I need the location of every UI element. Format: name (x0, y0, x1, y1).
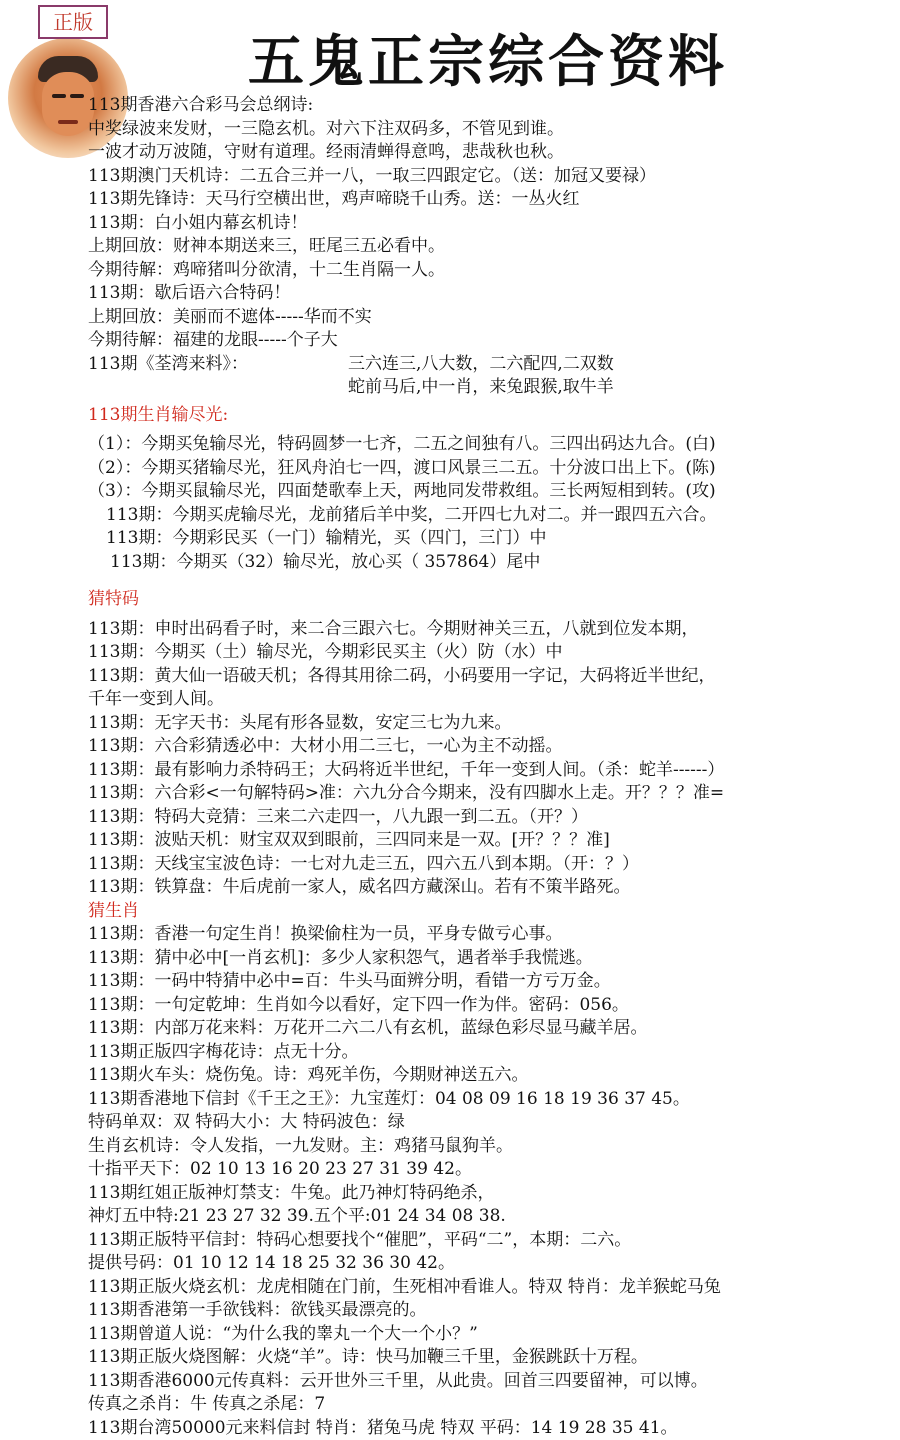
text-line: 113期：一码中特猜中必中=百：牛头马面辨分明，看错一方亏万金。 (88, 970, 893, 994)
text-line: 上期回放：美丽而不遮体-----华而不实 (88, 306, 893, 330)
content-area (88, 94, 893, 1440)
text-line: 113期：香港一句定生肖！换梁偷柱为一员，平身专做亏心事。 (88, 923, 893, 947)
text-line: 113期：今期买（32）输尽光，放心买（ 357864）尾中 (88, 551, 893, 575)
avatar-eye-right (70, 94, 84, 98)
text-line: 今期待解：福建的龙眼-----个子大 (88, 329, 893, 353)
text-line: 113期：今期彩民买（一门）输精光，买（四门，三门）中 (88, 527, 893, 551)
text-line: 十指平天下：02 10 13 16 20 23 27 31 39 42。 (88, 1158, 893, 1182)
text-line: 113期火车头：烧伤兔。诗：鸡死羊伤，今期财神送五六。 (88, 1064, 893, 1088)
text-line: 113期香港第一手欲钱料：欲钱买最漂亮的。 (88, 1299, 893, 1323)
text-line: 113期红姐正版神灯禁支：牛兔。此乃神灯特码绝杀， (88, 1182, 893, 1206)
text-line: 113期：歇后语六合特码！ (88, 282, 893, 306)
text-line: 113期：铁算盘：牛后虎前一家人，威名四方藏深山。若有不策半路死。 (88, 876, 893, 900)
text-line: 113期：白小姐内幕玄机诗！ (88, 212, 893, 236)
text-line: 113期：一句定乾坤：生肖如今以看好，定下四一作为伴。密码：056。 (88, 994, 893, 1018)
text-line: 113期：六合彩<一句解特码>准：六九分合今期来，没有四脚水上走。开？？？准= (88, 782, 893, 806)
text-line: 113期正版特平信封：特码心想要找个“催肥”，平码“二”，本期：二六。 (88, 1229, 893, 1253)
text-line: 中奖绿波来发财，一三隐玄机。对六下注双码多，不管见到谁。 (88, 118, 893, 142)
text-line: （1）：今期买兔输尽光，特码圆梦一七齐，二五之间独有八。三四出码达九合。(白) (88, 433, 893, 457)
text-line: 113期正版火烧图解：火烧“羊”。诗：快马加鞭三千里，金猴跳跃十万程。 (88, 1346, 893, 1370)
quanwan-label: 113期《荃湾来料》： (88, 353, 348, 377)
quanwan-spacer (88, 376, 348, 400)
text-line: 113期：今期买（土）输尽光，今期彩民买主（火）防（水）中 (88, 641, 893, 665)
text-line: 113期香港6000元传真料：云开世外三千里，从此贵。回首三四要留神，可以博。 (88, 1370, 893, 1394)
text-line: 113期：无字天书：头尾有形各显数，安定三七为九来。 (88, 712, 893, 736)
page-title: 五鬼正宗综合资料 (248, 18, 728, 98)
header-section (88, 94, 893, 400)
text-line: 113期香港六合彩马会总纲诗: (88, 94, 893, 118)
text-line: （2）：今期买猪输尽光，狂风舟泊七一四，渡口风景三二五。十分波口出上下。(陈) (88, 457, 893, 481)
text-line: 113期正版四字梅花诗：点无十分。 (88, 1041, 893, 1065)
text-line: 113期：今期买虎输尽光，龙前猪后羊中奖，二开四七九对二。并一跟四五六合。 (88, 504, 893, 528)
text-line: 今期待解：鸡啼猪叫分欲清，十二生肖隔一人。 (88, 259, 893, 283)
quanwan-line-2: 蛇前马后,中一肖，来兔跟猴,取牛羊 (348, 376, 614, 400)
quanwan-row-2 (88, 376, 893, 400)
avatar-face (42, 72, 94, 136)
caitema-section (88, 618, 893, 900)
text-line: 113期：波贴天机：财宝双双到眼前，三四同来是一双。[开？？？准] (88, 829, 893, 853)
text-line: 113期台湾50000元来料信封 特肖：猪兔马虎 特双 平码：14 19 28 35 41。 (88, 1417, 893, 1440)
section-heading-caitema: 猜特码 (88, 588, 893, 612)
text-line: 113期先锋诗：天马行空横出世，鸡声啼晓千山秀。送：一丛火红 (88, 188, 893, 212)
text-line: 特码单双：双 特码大小：大 特码波色：绿 (88, 1111, 893, 1135)
text-line: 113期：六合彩猜透必中：大材小用二三七，一心为主不动摇。 (88, 735, 893, 759)
text-line: 113期：天线宝宝波色诗：一七对九走三五，四六五八到本期。（开：？） (88, 853, 893, 877)
text-line: 113期正版火烧玄机：龙虎相随在门前，生死相冲看谁人。特双 特肖：龙羊猴蛇马兔 (88, 1276, 893, 1300)
text-line: 113期曾道人说：“为什么我的睾丸一个大一个小？” (88, 1323, 893, 1347)
text-line: 113期香港地下信封《千王之王》：九宝莲灯：04 08 09 16 18 19 36 37 45。 (88, 1088, 893, 1112)
text-line: 生肖玄机诗：令人发指，一九发财。主：鸡猪马鼠狗羊。 (88, 1135, 893, 1159)
text-line: 113期：猜中必中[一肖玄机]：多少人家积怨气，遇者举手我慌逃。 (88, 947, 893, 971)
text-line: 113期：申时出码看子时，来二合三跟六七。今期财神关三五，八就到位发本期， (88, 618, 893, 642)
text-line: （3）：今期买鼠输尽光，四面楚歌奉上天，两地同发带救组。三长两短相到转。(攻) (88, 480, 893, 504)
text-line: 千年一变到人间。 (88, 688, 893, 712)
text-line: 神灯五中特:21 23 27 32 39.五个平:01 24 34 08 38. (88, 1205, 893, 1229)
text-line: 一波才动万波随，守财有道理。经雨清蝉得意鸣，悲哉秋也秋。 (88, 141, 893, 165)
text-line: 上期回放：财神本期送来三，旺尾三五必看中。 (88, 235, 893, 259)
section-heading-caishengxiao: 猜生肖 (88, 900, 893, 924)
section-heading-shengxiao: 113期生肖输尽光: (88, 404, 893, 428)
text-line: 113期：黄大仙一语破天机；各得其用徐二码，小码要用一字记，大码将近半世纪， (88, 665, 893, 689)
text-line: 113期：内部万花来料：万花开二六二八有玄机，蓝绿色彩尽显马藏羊居。 (88, 1017, 893, 1041)
shengxiao-section (88, 433, 893, 574)
quanwan-line-1: 三六连三,八大数，二六配四,二双数 (348, 353, 614, 377)
quanwan-row-1 (88, 353, 893, 377)
authentic-badge: 正版 (38, 5, 108, 39)
avatar-eye-left (52, 94, 66, 98)
caishengxiao-section (88, 923, 893, 1440)
text-line: 传真之杀肖：牛 传真之杀尾：7 (88, 1393, 893, 1417)
text-line: 提供号码：01 10 12 14 18 25 32 36 30 42。 (88, 1252, 893, 1276)
text-line: 113期澳门天机诗：二五合三并一八，一取三四跟定它。（送：加冠又要禄） (88, 165, 893, 189)
avatar-mouth (58, 120, 78, 124)
text-line: 113期：最有影响力杀特码王；大码将近半世纪，千年一变到人间。（杀：蛇羊------） (88, 759, 893, 783)
text-line: 113期：特码大竞猜：三来二六走四一，八九跟一到二五。（开？） (88, 806, 893, 830)
